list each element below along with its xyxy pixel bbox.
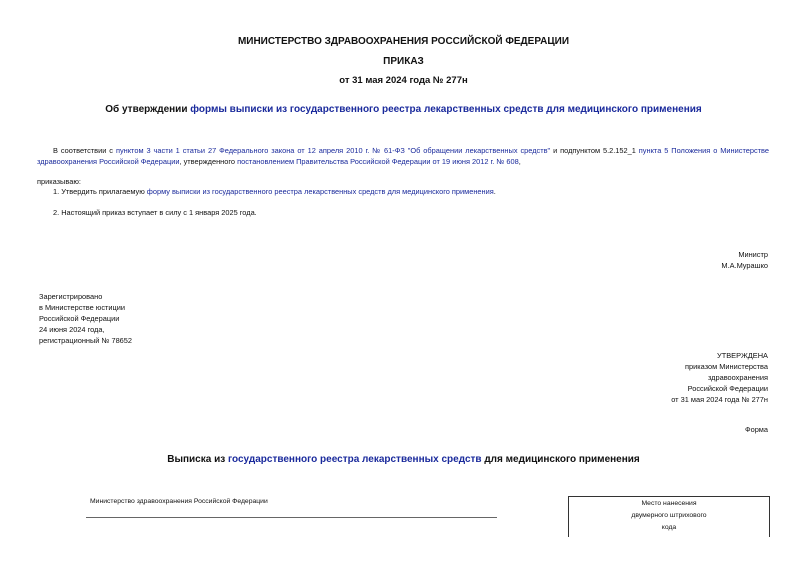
approval-line-2: приказом Министерства	[685, 362, 768, 371]
registration-line-5: регистрационный № 78652	[39, 336, 133, 345]
signature-block	[721, 249, 768, 271]
barcode-line-3: кода	[661, 524, 677, 531]
registration-block	[39, 291, 132, 346]
signature-title: Министр	[738, 250, 768, 259]
registration-line-1: Зарегистрировано	[39, 292, 103, 301]
subject-prefix: Об утверждении	[105, 104, 191, 115]
subject-link[interactable]: формы выписки из государственного реестра лекарственных средств для медицинского применения	[190, 104, 702, 115]
ministry-heading: МИНИСТЕРСТВО ЗДРАВООХРАНЕНИЯ РОССИЙСКОЙ ФЕДЕРАЦИИ	[237, 36, 570, 47]
registration-line-4: 24 июня 2024 года,	[39, 325, 105, 334]
barcode-placeholder-box	[568, 496, 770, 537]
barcode-caption	[569, 497, 769, 534]
preamble-text-4: ,	[518, 157, 521, 166]
barcode-line-1: Место нанесения	[641, 500, 697, 507]
order-date: от 31 мая 2024 года № 277н	[339, 75, 468, 86]
order-item-2: 2. Настоящий приказ вступает в силу с 1 января 2025 года.	[53, 208, 257, 217]
form-link[interactable]: форму выписки из государственного реестра лекарственных средств для медицинского применения	[146, 187, 494, 196]
federal-law-link[interactable]: пунктом 3 части 1 статьи 27 Федерального закона от 12 апреля 2010 г. № 61-ФЗ "Об обращении лекарственных средств"	[115, 146, 551, 155]
approval-line-3: здравоохранения	[707, 373, 768, 382]
form-label: Форма	[744, 425, 768, 434]
approval-line-5: от 31 мая 2024 года № 277н	[671, 395, 768, 404]
item1-suffix: .	[493, 187, 496, 196]
approval-line-4: Российской Федерации	[687, 384, 768, 393]
order-item-1	[53, 187, 496, 196]
registration-line-3: Российской Федерации	[39, 314, 120, 323]
registration-line-2: в Министерстве юстиции	[39, 303, 126, 312]
department-underline	[86, 517, 497, 518]
extract-title-suffix: для медицинского применения	[481, 454, 640, 465]
extract-title	[0, 454, 807, 465]
register-link[interactable]: государственного реестра лекарственных средств	[227, 454, 482, 465]
department-name: Министерство здравоохранения Российской Федерации	[90, 498, 268, 505]
preamble-text-1: В соответствии с	[53, 146, 116, 155]
approval-block	[671, 350, 768, 405]
government-decree-link[interactable]: постановлением Правительства Российской Федерации от 19 июня 2012 г. № 608	[237, 157, 519, 166]
signature-name: М.А.Мурашко	[721, 261, 768, 270]
preamble-paragraph	[37, 145, 769, 167]
barcode-line-2: двумерного штрихового	[631, 512, 707, 519]
order-subject	[0, 104, 807, 115]
extract-title-prefix: Выписка из	[167, 454, 228, 465]
item1-prefix: 1. Утвердить прилагаемую	[53, 187, 147, 196]
preamble-text-3: , утвержденного	[179, 157, 238, 166]
order-heading: ПРИКАЗ	[383, 56, 424, 67]
preamble-text-2: и подпунктом 5.2.152_1	[550, 146, 639, 155]
regulation-link[interactable]: пункта 5 Положения о Министерстве здравоохранения Российской Федерации	[37, 146, 769, 166]
approval-line-1: УТВЕРЖДЕНА	[717, 351, 768, 360]
decree-word: приказываю:	[37, 177, 81, 186]
